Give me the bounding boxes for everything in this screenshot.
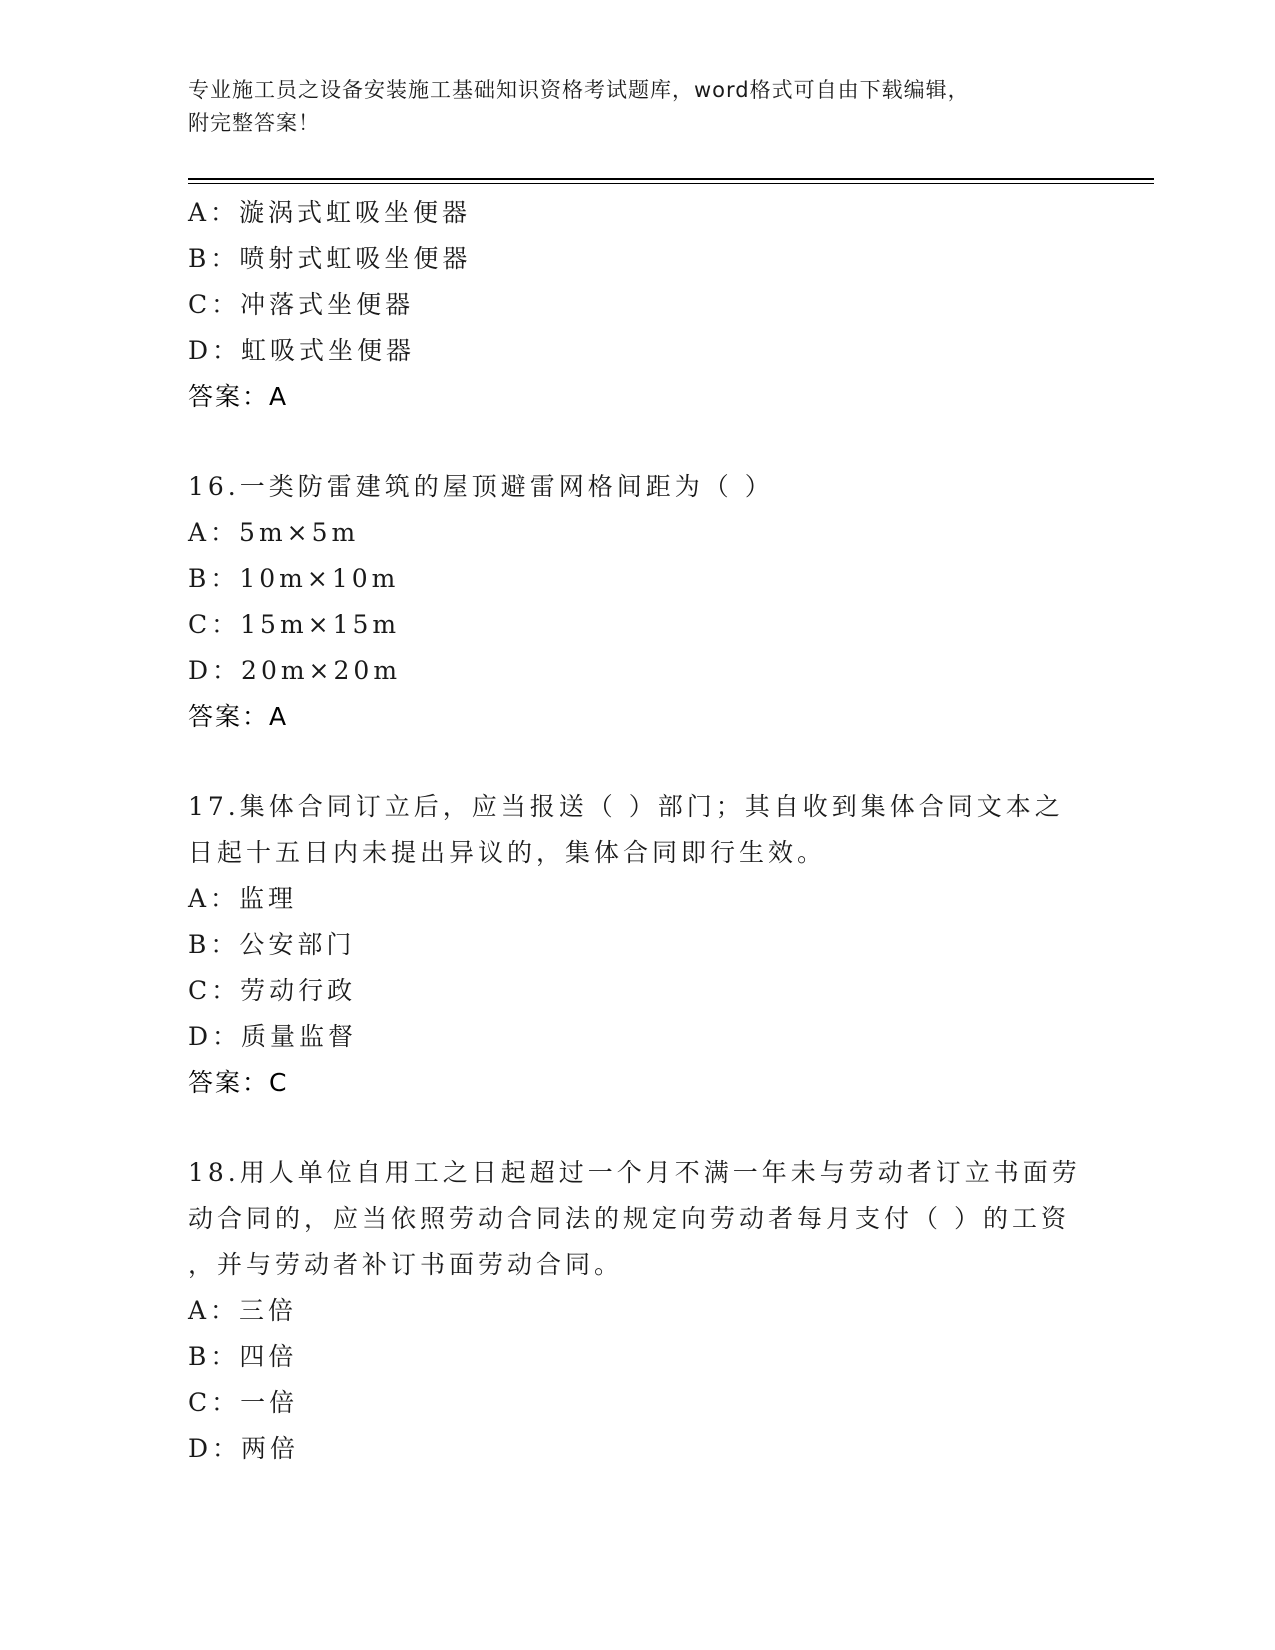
header-line-2: 附完整答案！ xyxy=(188,111,320,135)
option-d: D：20m×20m xyxy=(188,656,402,685)
option-a: A：漩涡式虹吸坐便器 xyxy=(188,198,472,227)
question-18 xyxy=(188,1150,1088,1472)
document-header xyxy=(188,74,1068,140)
spacer xyxy=(188,1106,1088,1150)
question-stem: 16.一类防雷建筑的屋顶避雷网格间距为（ ） xyxy=(188,472,774,501)
option-b: B：公安部门 xyxy=(188,930,356,959)
answer: 答案：A xyxy=(188,702,289,731)
spacer xyxy=(188,740,1088,784)
question-stem-line-2: 日起十五日内未提出异议的，集体合同即行生效。 xyxy=(188,838,827,867)
option-c: C：一倍 xyxy=(188,1388,299,1417)
option-d: D：质量监督 xyxy=(188,1022,358,1051)
answer: 答案：A xyxy=(188,382,289,411)
answer: 答案：C xyxy=(188,1068,289,1097)
option-d: D：两倍 xyxy=(188,1434,300,1463)
question-16 xyxy=(188,464,1088,740)
option-a: A：监理 xyxy=(188,884,298,913)
question-17 xyxy=(188,784,1088,1106)
question-stem-line-2: 动合同的，应当依照劳动合同法的规定向劳动者每月支付（ ）的工资 xyxy=(188,1204,1070,1233)
question-stem-line-1: 18.用人单位自用工之日起超过一个月不满一年未与劳动者订立书面劳 xyxy=(188,1158,1081,1187)
question-list xyxy=(188,190,1088,1472)
question-stem-line-1: 17.集体合同订立后，应当报送（ ）部门；其自收到集体合同文本之 xyxy=(188,792,1064,821)
option-b: B：喷射式虹吸坐便器 xyxy=(188,244,472,273)
option-d: D：虹吸式坐便器 xyxy=(188,336,416,365)
question-stem-line-3: ，并与劳动者补订书面劳动合同。 xyxy=(188,1250,624,1279)
option-b: B：四倍 xyxy=(188,1342,298,1371)
header-rule-thin xyxy=(188,183,1154,184)
option-c: C：劳动行政 xyxy=(188,976,357,1005)
option-a: A：三倍 xyxy=(188,1296,298,1325)
spacer xyxy=(188,420,1088,464)
header-line-1: 专业施工员之设备安装施工基础知识资格考试题库，word格式可自由下载编辑， xyxy=(188,78,970,102)
question-15 xyxy=(188,190,1088,420)
option-c: C：冲落式坐便器 xyxy=(188,290,415,319)
option-b: B：10m×10m xyxy=(188,564,400,593)
option-a: A：5m×5m xyxy=(188,518,360,547)
header-rule-thick xyxy=(188,178,1154,180)
option-c: C：15m×15m xyxy=(188,610,401,639)
